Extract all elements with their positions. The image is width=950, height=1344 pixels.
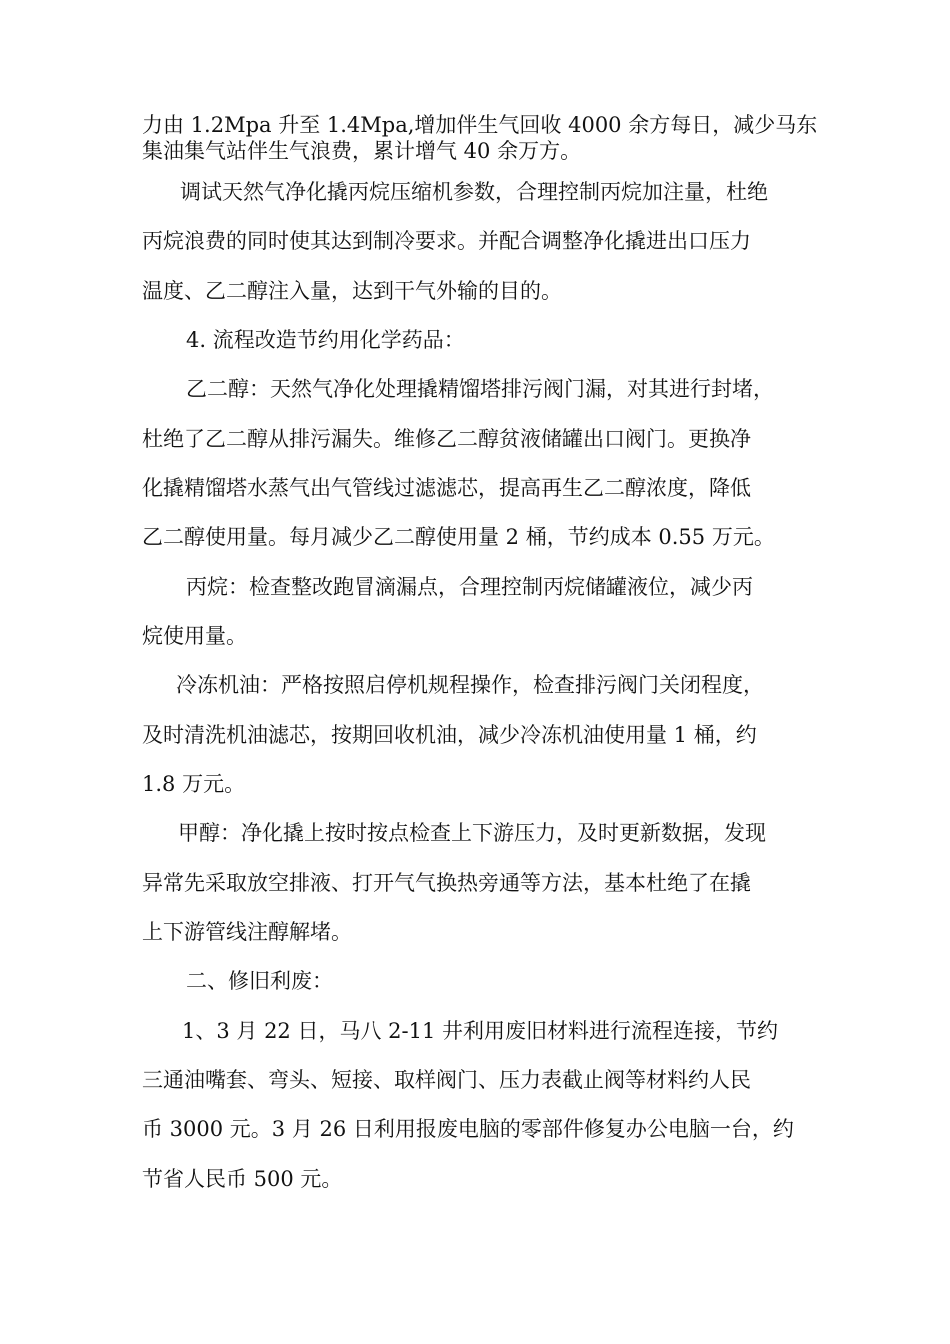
text-line: 甲醇：净化撬上按时按点检查上下游压力，及时更新数据，发现	[178, 821, 766, 845]
text-line: 化撬精馏塔水蒸气出气管线过滤滤芯，提高再生乙二醇浓度，降低	[142, 476, 751, 500]
text-line: 力由 1.2Mpa 升至 1.4Mpa,增加伴生气回收 4000 余方每日，减少马东	[142, 113, 818, 137]
text-line: 丙烷：检查整改跑冒滴漏点，合理控制丙烷储罐液位，减少丙	[186, 575, 753, 599]
text-line: 调试天然气净化撬丙烷压缩机参数，合理控制丙烷加注量，杜绝	[180, 180, 768, 204]
text-line: 币 3000 元。3 月 26 日利用报废电脑的零部件修复办公电脑一台，约	[142, 1117, 794, 1141]
text-line: 温度、乙二醇注入量，达到干气外输的目的。	[142, 279, 562, 303]
text-line: 三通油嘴套、弯头、短接、取样阀门、压力表截止阀等材料约人民	[142, 1068, 751, 1092]
text-line: 烷使用量。	[142, 624, 247, 648]
text-line: 上下游管线注醇解堵。	[142, 920, 352, 944]
text-line: 集油集气站伴生气浪费，累计增气 40 余万方。	[142, 139, 582, 163]
text-line: 乙二醇：天然气净化处理撬精馏塔排污阀门漏，对其进行封堵，	[186, 377, 774, 401]
text-line: 1.8 万元。	[142, 772, 246, 796]
text-line: 杜绝了乙二醇从排污漏失。维修乙二醇贫液储罐出口阀门。更换净	[142, 427, 751, 451]
text-line: 冷冻机油：严格按照启停机规程操作，检查排污阀门关闭程度，	[176, 673, 764, 697]
text-line: 节省人民币 500 元。	[142, 1167, 343, 1191]
text-line: 1、3 月 22 日，马八 2-11 井利用废旧材料进行流程连接，节约	[182, 1019, 778, 1043]
section-heading: 二、修旧利废：	[186, 969, 333, 993]
text-line: 乙二醇使用量。每月减少乙二醇使用量 2 桶，节约成本 0.55 万元。	[142, 525, 775, 549]
text-line: 丙烷浪费的同时使其达到制冷要求。并配合调整净化撬进出口压力	[142, 229, 751, 253]
section-heading: 4. 流程改造节约用化学药品：	[186, 328, 465, 352]
text-line: 异常先采取放空排液、打开气气换热旁通等方法，基本杜绝了在撬	[142, 871, 751, 895]
text-line: 及时清洗机油滤芯，按期回收机油，减少冷冻机油使用量 1 桶，约	[142, 723, 757, 747]
